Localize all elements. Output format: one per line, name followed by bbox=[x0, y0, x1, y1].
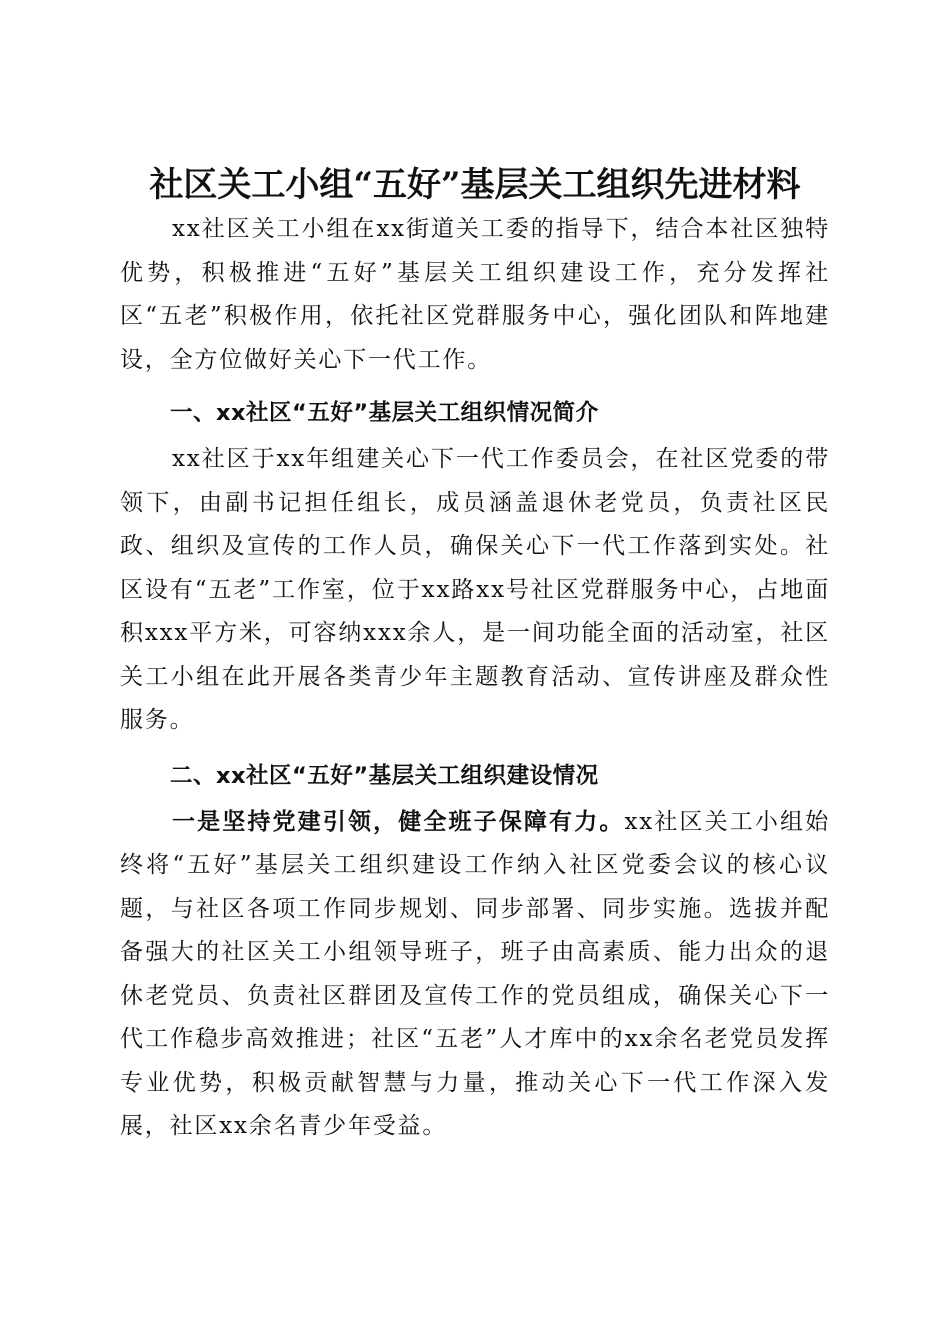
document-title: 社区关工小组“五好”基层关工组织先进材料 bbox=[149, 164, 801, 205]
section-2-heading: 二、xx社区“五好”基层关工组织建设情况 bbox=[170, 762, 599, 789]
section-1-heading: 一、xx社区“五好”基层关工组织情况简介 bbox=[170, 400, 599, 426]
section-2-lead-sentence: 一是坚持党建引领，健全班子保障有力。 bbox=[172, 808, 625, 835]
section-1-paragraph: xx社区于xx年组建关心下一代工作委员会，在社区党委的带领下，由副书记担任组长，成员涵盖退休老党员，负责社区民政、组织及宣传的工作人员，确保关心下一代工作落到实处。社区设有“五老”工作室，位于xx路xx号社区党群服务中心，占地面积xxx平方米，可容纳xxx余人，是一间功能全面的活动室，社区关工小组在此开展各类青少年主题教育活动、宣传讲座及群众性服务。 bbox=[120, 446, 830, 733]
section-2-body-text: xx社区关工小组始终将“五好”基层关工组织建设工作纳入社区党委会议的核心议题，与社区各项工作同步规划、同步部署、同步实施。选拔并配备强大的社区关工小组领导班子，班子由高素质、能力出众的退休老党员、负责社区群团及宣传工作的党员组成，确保关心下一代工作稳步高效推进；社区“五老”人才库中的xx余名老党员发挥专业优势，积极贡献智慧与力量，推动关心下一代工作深入发展，社区xx余名青少年受益。 bbox=[120, 808, 830, 1139]
intro-paragraph: xx社区关工小组在xx街道关工委的指导下，结合本社区独特优势，积极推进“五好”基层关工组织建设工作，充分发挥社区“五老”积极作用，依托社区党群服务中心，强化团队和阵地建设，全方位做好关心下一代工作。 bbox=[120, 216, 830, 373]
document-body bbox=[120, 208, 830, 1149]
section-2-paragraph bbox=[120, 801, 830, 1149]
